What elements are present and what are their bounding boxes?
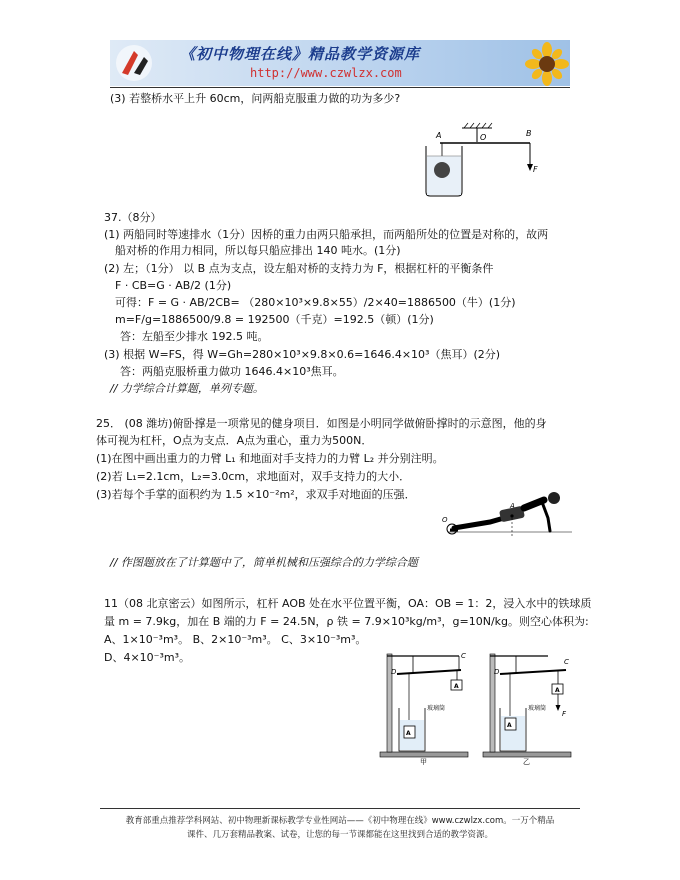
ans37-note: // 力学综合计算题，单列专题。 bbox=[110, 382, 264, 395]
q11-option-line: D、4×10⁻³m³。 bbox=[104, 651, 191, 664]
lever-beaker-figure bbox=[420, 122, 550, 202]
ans37-line: (1) 两船同时等速排水（1分）因桥的重力由两只船承担，而两船所处的位置是对称的，故两 bbox=[104, 228, 549, 241]
banner-url[interactable]: http://www.czwlzx.com bbox=[250, 66, 402, 80]
ans37-line: 可得：F = G · AB/2CB= （280×10³×9.8×55）/2×40=1886500（牛）(1分) bbox=[115, 296, 516, 309]
q11-line: 11（08 北京密云）如图所示，杠杆 AOB 处在水平位置平衡，OA：OB = 1：2，浸入水中的铁球质 bbox=[104, 597, 592, 610]
ans37-line: m=F/g=1886500/9.8 = 192500（千克）=192.5（顿）(1分) bbox=[115, 313, 434, 326]
q25-line: (1)在图中画出重力的力臂 L₁ 和地面对手支持力的力臂 L₂ 并分别注明。 bbox=[96, 452, 444, 465]
sunflower-icon bbox=[525, 42, 569, 86]
yi-label-f: F bbox=[562, 710, 567, 718]
q25-note: // 作图题放在了计算题中了，简单机械和压强综合的力学综合题 bbox=[110, 556, 418, 569]
fig1-label-f: F bbox=[533, 165, 538, 174]
footer-rule bbox=[100, 808, 580, 809]
jia-caption: 甲 bbox=[420, 758, 427, 766]
lever-figure-yi bbox=[478, 648, 578, 766]
ans37-line: 答：左船至少排水 192.5 吨。 bbox=[120, 330, 269, 343]
q3-prev-text: (3) 若整桥水平上升 60cm，问两船克服重力做的功为多少? bbox=[110, 92, 401, 105]
jia-label-c: C bbox=[461, 652, 466, 660]
fig1-label-o: O bbox=[480, 133, 487, 142]
jia-label-a: A bbox=[454, 683, 459, 690]
yi-label-glass: 玻璃筒 bbox=[528, 705, 547, 712]
ans37-line: 答：两船克服桥重力做功 1646.4×10³焦耳。 bbox=[120, 365, 344, 378]
yi-label-d: D bbox=[494, 668, 500, 676]
yi-label-c: C bbox=[564, 658, 569, 666]
ans37-line: 船对桥的作用力相同，所以每只船应排出 140 吨水。(1分) bbox=[115, 244, 401, 257]
fig1-label-b: B bbox=[526, 129, 532, 138]
q25-line: 体可视为杠杆，O点为支点．A点为重心，重力为500N． bbox=[96, 434, 373, 447]
site-logo-icon bbox=[114, 43, 154, 83]
footer-line-2: 课件、几万套精品教案、试卷，让您的每一节课都能在这里找到合适的教学资源。 bbox=[186, 830, 493, 840]
pushup-label-o: O bbox=[442, 516, 448, 524]
lever-figure-jia bbox=[375, 648, 475, 766]
footer-line-1: 教育部重点推荐学科网站、初中物理新课标教学专业性网站——《初中物理在线》www.czwlzx.com。一万个精品 bbox=[125, 816, 555, 826]
ans37-line: (2) 左；（1分） 以 B 点为支点，设左船对桥的支持力为 F，根据杠杆的平衡条件 bbox=[104, 262, 494, 275]
q11-line: 量 m = 7.9kg，加在 B 端的力 F = 24.5N，ρ 铁 = 7.9×10³kg/m³，g=10N/kg。则空心体积为: bbox=[104, 615, 589, 628]
jia-label-ball: A bbox=[406, 730, 411, 737]
yi-label-ball: A bbox=[507, 722, 512, 729]
jia-label-glass: 玻璃筒 bbox=[427, 705, 446, 712]
header-rule bbox=[110, 87, 570, 88]
q25-line: (3)若每个手掌的面积约为 1.5 ×10⁻²m²，求双手对地面的压强． bbox=[96, 488, 416, 501]
jia-label-d: D bbox=[391, 668, 397, 676]
ans37-title: 37.（8分） bbox=[104, 211, 162, 224]
pushup-label-a: A bbox=[510, 502, 515, 510]
header-banner bbox=[110, 40, 570, 86]
q25-line: (2)若 L₁=2.1cm，L₂=3.0cm，求地面对，双手支持力的大小． bbox=[96, 470, 411, 483]
ans37-line: F · CB=G · AB/2 (1分) bbox=[115, 279, 232, 292]
yi-caption: 乙 bbox=[523, 758, 530, 766]
pushup-figure bbox=[440, 478, 580, 544]
yi-label-a: A bbox=[555, 687, 560, 694]
banner-title: 《初中物理在线》精品教学资源库 bbox=[180, 45, 421, 63]
fig1-label-a: A bbox=[436, 131, 442, 140]
ans37-line: (3) 根据 W=FS，得 W=Gh=280×10³×9.8×0.6=1646.4×10³（焦耳）(2分) bbox=[104, 348, 501, 361]
q11-option-line: A、1×10⁻³m³。 B、2×10⁻³m³。 C、3×10⁻³m³。 bbox=[104, 633, 367, 646]
q25-line: 25． (08 潍坊)俯卧撑是一项常见的健身项目．如图是小明同学做俯卧撑时的示意图，他的身 bbox=[96, 417, 547, 430]
